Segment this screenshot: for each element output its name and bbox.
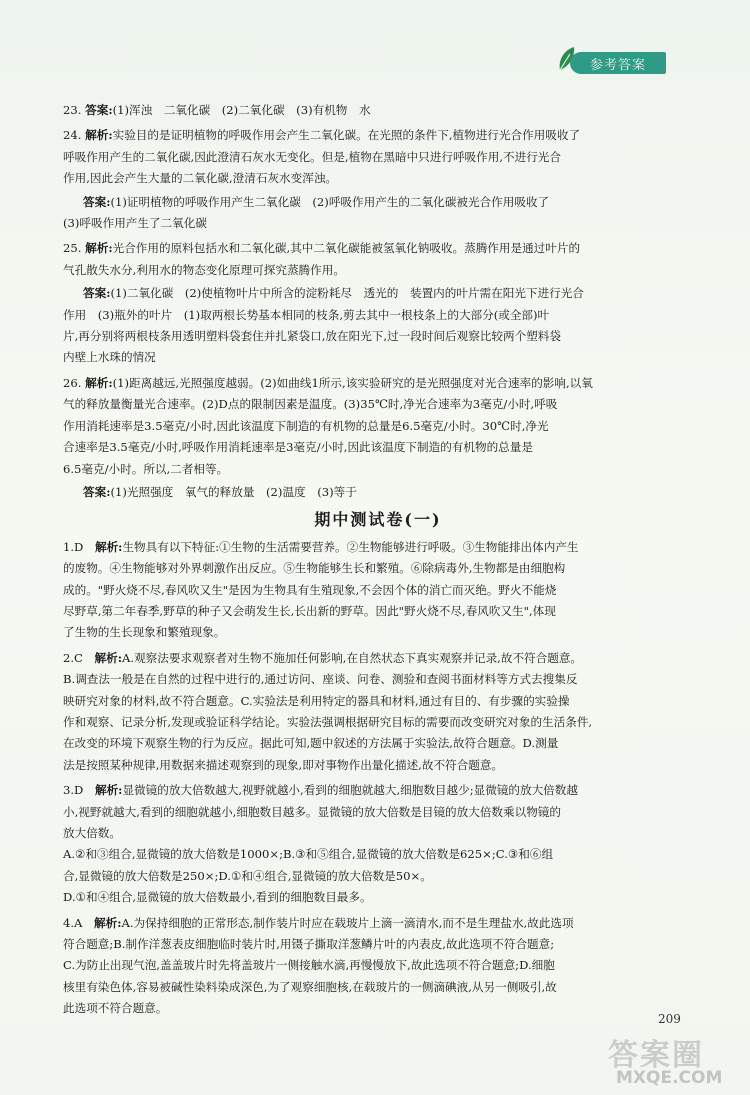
analysis-text: 实验目的是证明植物的呼吸作用会产生二氧化碳。在光照的条件下,植物进行光合作用吸收了 bbox=[112, 128, 581, 143]
answer-label: 答案: bbox=[85, 103, 113, 117]
answer-24 bbox=[63, 125, 693, 234]
answer-text: (3)呼吸作用产生了二氧化碳 bbox=[63, 216, 207, 231]
exam-answer-1 bbox=[63, 537, 693, 644]
answer-text: (1)浑浊 二氧化碳 (2)二氧化碳 (3)有机物 水 bbox=[112, 103, 371, 117]
exam-answer-3 bbox=[63, 780, 693, 908]
question-number: 25. bbox=[63, 241, 82, 256]
analysis-label: 解析: bbox=[85, 128, 113, 143]
answer-text: 内壁上水珠的情况 bbox=[63, 350, 156, 365]
answer-label: 答案: bbox=[83, 194, 111, 209]
question-number: 23. bbox=[63, 103, 82, 117]
answer-text: (1)证明植物的呼吸作用产生二氧化碳 (2)呼吸作用产生的二氧化碳被光合作用吸收了 bbox=[110, 194, 550, 209]
analysis-text: 了生物的生长现象和繁殖现象。 bbox=[63, 625, 226, 640]
analysis-label: 解析: bbox=[94, 650, 123, 665]
analysis-text: 气的释放量衡量光合速率。(2)D点的限制因素是温度。(3)35℃时,净光合速率为3毫克/小时,呼吸 bbox=[63, 397, 558, 412]
analysis-text: 作用消耗速率是3.5毫克/小时,因此该温度下制造的有机物的总量是6.5毫克/小时。30℃时,净光 bbox=[63, 418, 549, 433]
analysis-text: 此选项不符合题意。 bbox=[63, 1001, 168, 1016]
question-number: 4.A bbox=[63, 915, 83, 930]
question-number: 26. bbox=[63, 375, 82, 390]
question-number: 2.C bbox=[63, 650, 83, 665]
answer-text: (1)光照强度 氧气的释放量 (2)温度 (3)等于 bbox=[110, 484, 357, 499]
analysis-text: B.调查法一般是在自然的过程中进行的,通过访问、座谈、问卷、测验和查阅书面材料等方式去搜集反 bbox=[63, 672, 578, 687]
analysis-text: A.观察法要求观察者对生物不施加任何影响,在自然状态下真实观察并记录,故不符合题意。 bbox=[122, 650, 583, 665]
answer-content bbox=[63, 100, 693, 1024]
analysis-text: 法是按照某种规律,用数据来描述观察到的现象,即对事物作出量化描述,故不符合题意。 bbox=[63, 757, 504, 772]
exam-answer-2 bbox=[63, 648, 693, 776]
analysis-text: 显微镜的放大倍数越大,视野就越小,看到的细胞就越大,细胞数目越少;显微镜的放大倍数越 bbox=[122, 783, 578, 798]
analysis-text: 的废物。④生物能够对外界刺激作出反应。⑤生物能够生长和繁殖。⑥除病毒外,生物都是由细胞构 bbox=[63, 561, 566, 576]
analysis-text: A.为保持细胞的正常形态,制作装片时应在载玻片上滴一滴清水,而不是生理盐水,故此选项 bbox=[121, 915, 574, 930]
analysis-text: 在改变的环境下观察生物的行为反应。据此可知,题中叙述的方法属于实验法,故符合题意。D.测量 bbox=[63, 736, 559, 751]
answer-label: 答案: bbox=[83, 286, 111, 301]
analysis-label: 解析: bbox=[94, 783, 123, 798]
question-number: 3.D bbox=[63, 783, 84, 798]
watermark-logo bbox=[588, 1030, 738, 1090]
analysis-text: 映研究对象的材料,故不符合题意。C.实验法是利用特定的器具和材料,通过有目的、有步骤的实验操 bbox=[63, 693, 570, 708]
question-number: 24. bbox=[63, 128, 82, 143]
analysis-text: 气孔散失水分,利用水的物态变化原理可探究蒸腾作用。 bbox=[63, 262, 345, 277]
analysis-text: 成的。"野火烧不尽,春风吹又生"是因为生物具有生殖现象,不会因个体的消亡而灭绝。野火不能烧 bbox=[63, 582, 557, 597]
analysis-text: D.①和④组合,显微镜的放大倍数最小,看到的细胞数目最多。 bbox=[63, 890, 372, 905]
analysis-label: 解析: bbox=[85, 375, 113, 390]
analysis-text: 光合作用的原料包括水和二氧化碳,其中二氧化碳能被氢氧化钠吸收。蒸腾作用是通过叶片的 bbox=[112, 241, 581, 256]
exam-answer-4 bbox=[63, 913, 693, 1020]
analysis-label: 解析: bbox=[85, 241, 113, 256]
analysis-text: A.②和③组合,显微镜的放大倍数是1000×;B.③和⑤组合,显微镜的放大倍数是625×;C.③和⑥组 bbox=[63, 847, 554, 862]
watermark-url: MXQE.COM bbox=[616, 1068, 723, 1088]
analysis-text: (1)距离越远,光照强度越弱。(2)如曲线1所示,该实验研究的是光照强度对光合速率的影响,以氧 bbox=[112, 375, 593, 390]
analysis-text: 合速率是3.5毫克/小时,呼吸作用消耗速率是3毫克/小时,因此该温度下制造的有机物的总量是 bbox=[63, 440, 533, 455]
answer-text: 作用 (3)瓶外的叶片 (1)取两根长势基本相同的枝条,剪去其中一根枝条上的大部分(或全部)叶 bbox=[63, 307, 550, 322]
question-number: 1.D bbox=[63, 539, 84, 554]
analysis-text: 符合题意;B.制作洋葱表皮细胞临时装片时,用镊子撕取洋葱鳞片叶的内表皮,故此选项不符合题意; bbox=[63, 937, 555, 952]
answer-label: 答案: bbox=[83, 484, 111, 499]
analysis-label: 解析: bbox=[94, 915, 122, 930]
analysis-text: 作和观察、记录分析,发现或验证科学结论。实验法强调根据研究目标的需要而改变研究对象的生活条件, bbox=[63, 714, 593, 729]
answer-text: 片,再分别将两根枝条用透明塑料袋套住并扎紧袋口,放在阳光下,过一段时间后观察比较两个塑料袋 bbox=[63, 329, 561, 344]
analysis-text: 尽野草,第二年春季,野草的种子又会萌发生长,长出新的野草。因此"野火烧不尽,春风吹又生",体现 bbox=[63, 603, 556, 618]
section-title: 期中测试卷(一) bbox=[314, 510, 442, 530]
analysis-text: 放大倍数。 bbox=[63, 826, 121, 840]
analysis-text: 合,显微镜的放大倍数是250×;D.①和④组合,显微镜的放大倍数是50×。 bbox=[63, 868, 432, 883]
page-number: 209 bbox=[658, 1012, 681, 1026]
analysis-text: 呼吸作用产生的二氧化碳,因此澄清石灰水无变化。但是,植物在黑暗中只进行呼吸作用,不进行光合 bbox=[63, 149, 561, 164]
analysis-text: 作用,因此会产生大量的二氧化碳,澄清石灰水变浑浊。 bbox=[63, 171, 338, 186]
analysis-label: 解析: bbox=[94, 539, 123, 554]
analysis-text: 6.5毫克/小时。所以,二者相等。 bbox=[63, 461, 229, 476]
answer-25 bbox=[63, 238, 693, 368]
answer-text: (1)二氧化碳 (2)使植物叶片中所含的淀粉耗尽 透光的 装置内的叶片需在阳光下进行光合 bbox=[110, 286, 584, 301]
analysis-text: 核里有染色体,容易被碱性染料染成深色,为了观察细胞核,在载玻片的一侧滴碘液,从另一侧吸引,故 bbox=[63, 979, 557, 994]
answer-23 bbox=[63, 100, 693, 121]
analysis-text: 小,视野就越大,看到的细胞就越小,细胞数目越多。显微镜的放大倍数是目镜的放大倍数乘以物镜的 bbox=[63, 804, 561, 819]
watermark-text: 答案圈 bbox=[608, 1038, 704, 1073]
analysis-text: C.为防止出现气泡,盖盖玻片时先将盖玻片一侧接触水滴,再慢慢放下,故此选项不符合题意;D.细胞 bbox=[63, 958, 555, 973]
answer-26 bbox=[63, 373, 693, 503]
answer-key-badge bbox=[570, 52, 666, 74]
analysis-text: 生物具有以下特征:①生物的生活需要营养。②生物能够进行呼吸。③生物能排出体内产生 bbox=[122, 539, 579, 554]
badge-label: 参考答案 bbox=[589, 57, 646, 73]
